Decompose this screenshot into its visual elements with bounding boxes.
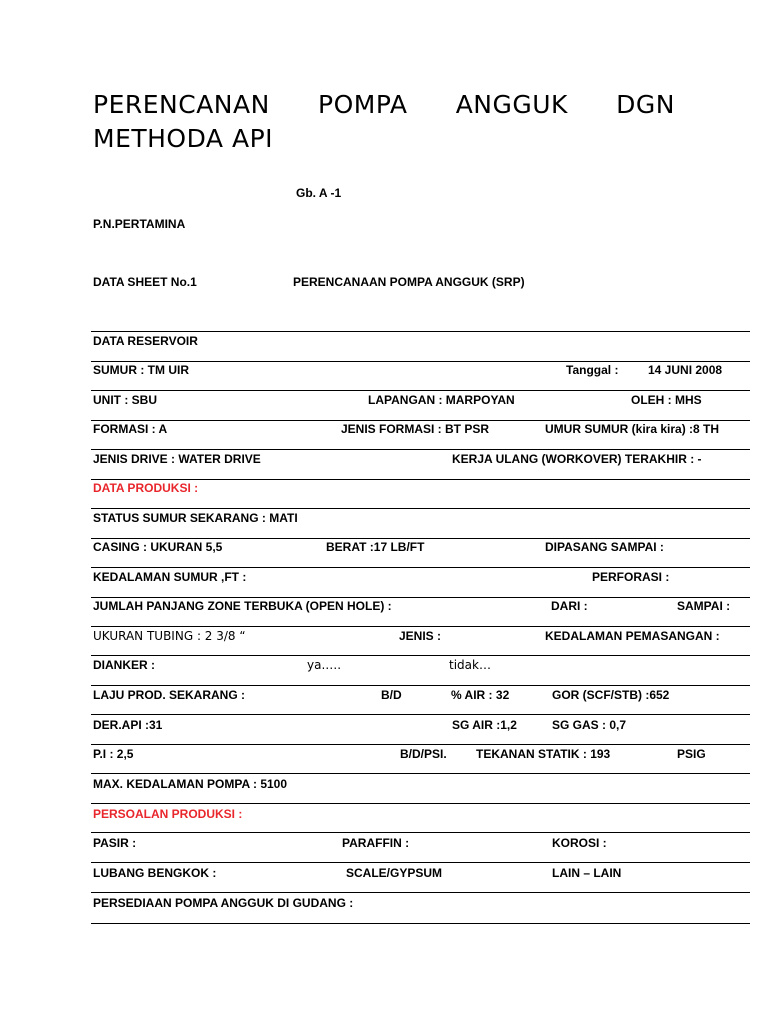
gor-field: GOR (SCF/STB) :652 — [552, 688, 670, 702]
kedalaman-pemasangan-field: KEDALAMAN PEMASANGAN : — [545, 629, 720, 643]
dianker-field: DIANKER : — [93, 658, 155, 672]
company-name: P.N.PERTAMINA — [93, 217, 186, 231]
row-divider — [91, 508, 750, 509]
row-divider — [91, 685, 750, 686]
figure-label: Gb. A -1 — [296, 186, 342, 200]
row-divider — [91, 479, 750, 480]
tekanan-statik-field: TEKANAN STATIK : 193 — [476, 747, 611, 761]
row-divider — [91, 803, 750, 804]
row-divider — [91, 449, 750, 450]
lain-lain-field: LAIN – LAIN — [552, 866, 622, 880]
document-title-line1 — [93, 88, 675, 122]
row-divider — [91, 923, 750, 924]
row-divider — [91, 331, 750, 332]
datasheet-subject: PERENCANAAN POMPA ANGGUK (SRP) — [293, 275, 525, 289]
title-word: ANGGUK — [455, 90, 568, 119]
dipasang-field: DIPASANG SAMPAI : — [545, 540, 664, 554]
row-divider — [91, 567, 750, 568]
sg-air-field: SG AIR :1,2 — [452, 718, 517, 732]
row-divider — [91, 538, 750, 539]
row-divider — [91, 361, 750, 362]
tekanan-unit: PSIG — [677, 747, 706, 761]
row-divider — [91, 862, 750, 863]
dianker-tidak-option: tidak… — [449, 658, 491, 672]
lubang-bengkok-field: LUBANG BENGKOK : — [93, 866, 217, 880]
row-divider — [91, 744, 750, 745]
casing-field: CASING : UKURAN 5,5 — [93, 540, 223, 554]
ukuran-tubing-field: UKURAN TUBING : 2 3/8 “ — [93, 629, 246, 643]
title-word: POMPA — [318, 90, 408, 119]
pasir-field: PASIR : — [93, 836, 137, 850]
jenis-tubing-field: JENIS : — [399, 629, 442, 643]
status-sumur-field: STATUS SUMUR SEKARANG : MATI — [93, 511, 298, 525]
produksi-header: DATA PRODUKSI : — [93, 481, 199, 495]
row-divider — [91, 714, 750, 715]
pi-unit: B/D/PSI. — [400, 747, 447, 761]
row-divider — [91, 390, 750, 391]
laju-prod-field: LAJU PROD. SEKARANG : — [93, 688, 246, 702]
perforasi-field: PERFORASI : — [592, 570, 670, 584]
jenis-formasi-field: JENIS FORMASI : BT PSR — [341, 422, 490, 436]
document-title-line2: METHODA API — [93, 124, 274, 153]
dari-field: DARI : — [551, 599, 588, 613]
sampai-field: SAMPAI : — [677, 599, 731, 613]
row-divider — [91, 626, 750, 627]
paraffin-field: PARAFFIN : — [342, 836, 410, 850]
sumur-field: SUMUR : TM UIR — [93, 363, 189, 377]
sg-gas-field: SG GAS : 0,7 — [552, 718, 627, 732]
scale-gypsum-field: SCALE/GYPSUM — [346, 866, 443, 880]
tanggal-label: Tanggal : — [566, 363, 619, 377]
row-divider — [91, 655, 750, 656]
kedalaman-sumur-field: KEDALAMAN SUMUR ,FT : — [93, 570, 247, 584]
title-word: PERENCANAN — [93, 90, 270, 119]
row-divider — [91, 892, 750, 893]
row-divider — [91, 773, 750, 774]
der-api-field: DER.API :31 — [93, 718, 163, 732]
row-divider — [91, 597, 750, 598]
reservoir-header: DATA RESERVOIR — [93, 334, 198, 348]
max-kedalaman-field: MAX. KEDALAMAN POMPA : 5100 — [93, 777, 288, 791]
tanggal-value: 14 JUNI 2008 — [648, 363, 723, 377]
kerja-ulang-field: KERJA ULANG (WORKOVER) TERAKHIR : - — [452, 452, 702, 466]
persediaan-field: PERSEDIAAN POMPA ANGGUK DI GUDANG : — [93, 896, 354, 910]
title-word: DGN — [616, 90, 675, 119]
dianker-ya-option: ya.…. — [307, 658, 342, 672]
laju-unit: B/D — [381, 688, 402, 702]
umur-sumur-field: UMUR SUMUR (kira kira) :8 TH — [545, 422, 720, 436]
datasheet-number: DATA SHEET No.1 — [93, 275, 197, 289]
open-hole-field: JUMLAH PANJANG ZONE TERBUKA (OPEN HOLE) : — [93, 599, 392, 613]
formasi-field: FORMASI : A — [93, 422, 168, 436]
oleh-field: OLEH : MHS — [631, 393, 702, 407]
korosi-field: KOROSI : — [552, 836, 607, 850]
persoalan-header: PERSOALAN PRODUKSI : — [93, 807, 243, 821]
pi-field: P.I : 2,5 — [93, 747, 134, 761]
unit-field: UNIT : SBU — [93, 393, 157, 407]
row-divider — [91, 420, 750, 421]
row-divider — [91, 832, 750, 833]
lapangan-field: LAPANGAN : MARPOYAN — [368, 393, 515, 407]
air-percent-field: % AIR : 32 — [451, 688, 510, 702]
jenis-drive-field: JENIS DRIVE : WATER DRIVE — [93, 452, 261, 466]
berat-field: BERAT :17 LB/FT — [326, 540, 425, 554]
